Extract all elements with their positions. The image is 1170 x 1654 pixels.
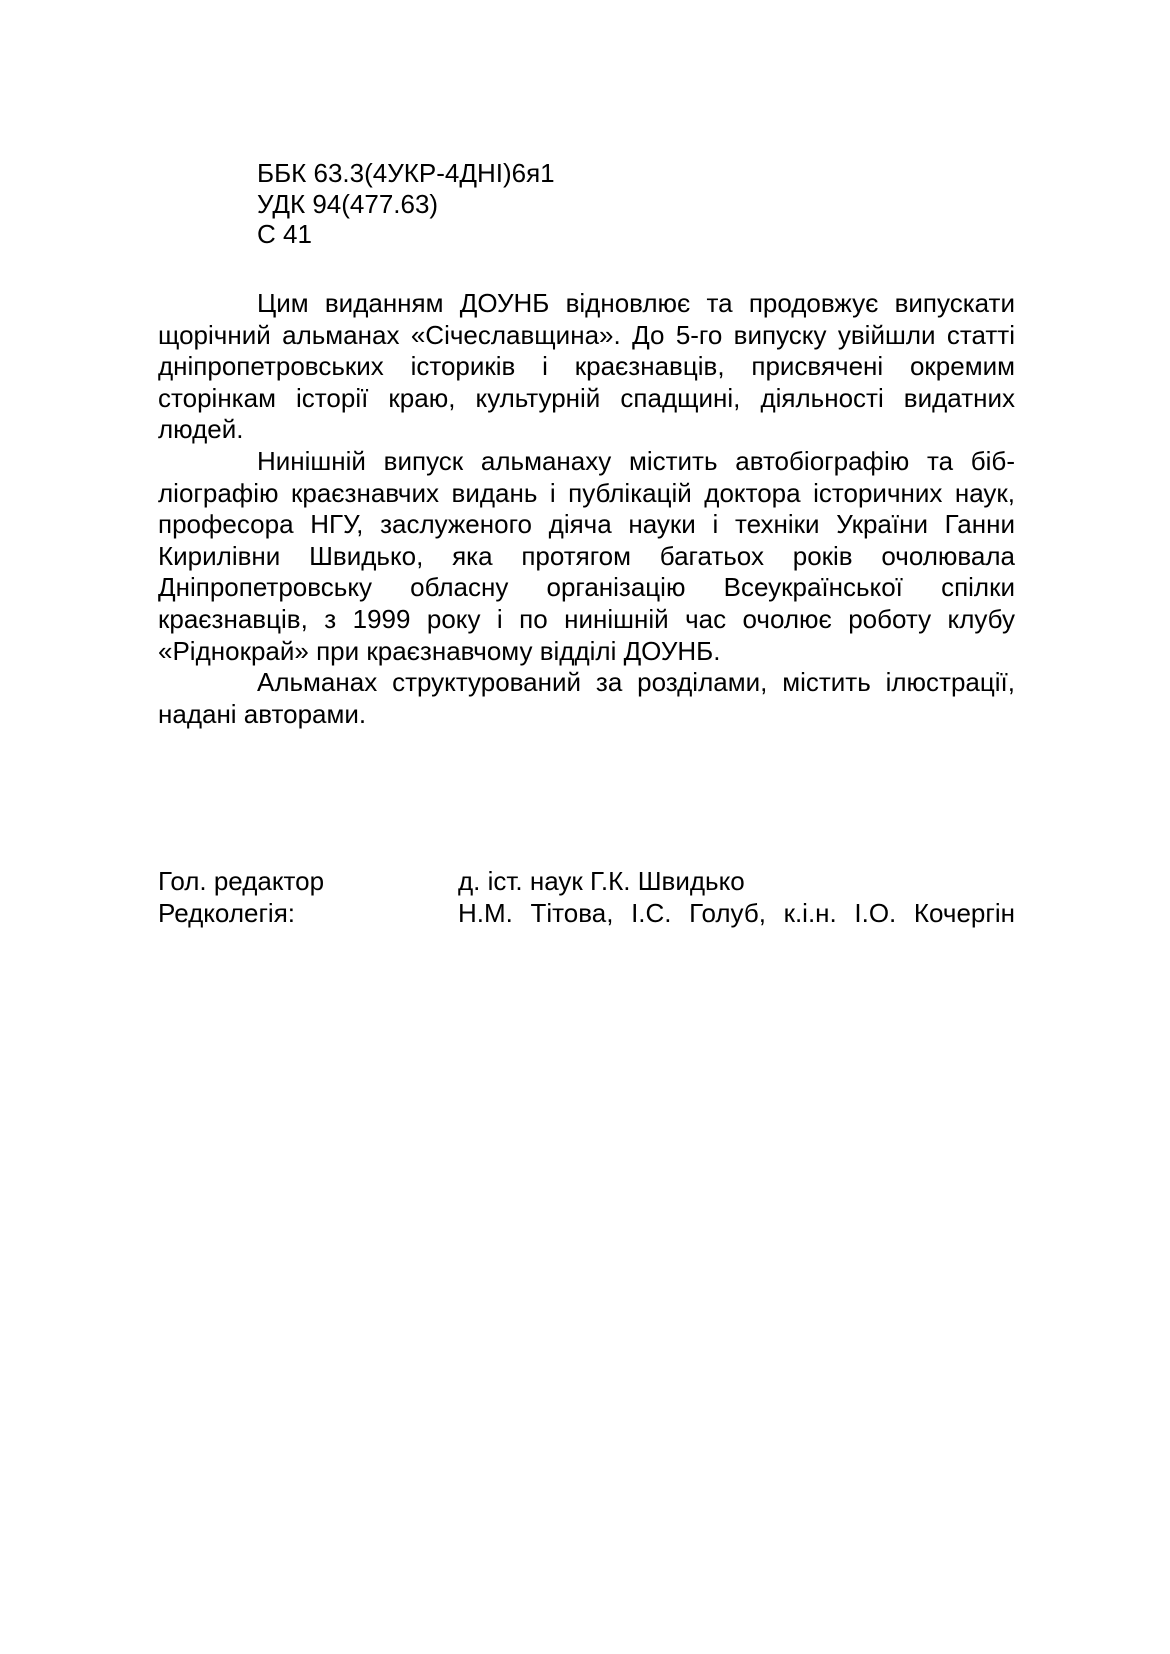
udk-code: УДК 94(477.63): [257, 188, 439, 219]
classification-codes: [257, 158, 555, 250]
credit-value: Н.М. Тітова, І.С. Голуб, к.і.н. І.О. Кочергін: [458, 898, 1015, 928]
credit-value: д. іст. наук Г.К. Швидько: [458, 866, 745, 896]
credit-label: Гол. редактор: [158, 866, 325, 896]
author-mark: С 41: [257, 219, 312, 249]
editorial-credits: [158, 865, 1015, 929]
paragraph: Цим виданням ДОУНБ відновлює та продовжує випускати щорічний альманах «Січеславщина». До 5-го випуску увійшли статті дніпропетровських істориків і краєзнавців, присвячені окремим сторінкам історії краю, культурній спадщині, діяльності видатних людей.: [158, 288, 1015, 445]
credit-row-editor: [158, 865, 1015, 897]
credit-row-board: [158, 897, 1015, 929]
paragraph: Нинішній випуск альманаху містить автобіографію та бібліографію краєзнавчих видань і публікацій доктора історичних наук, професора НГУ, заслуженого діяча науки і техніки України Ганни Кирилівни Швидько, яка протягом багатьох років очолювала Дніпропетровську обласну організацію Всеукраїнської спілки краєзнавців, з 1999 року і по нинішній час очолює роботу клубу «Ріднокрай» при краєзнавчому відділі ДОУНБ.: [158, 445, 1015, 666]
paragraph: Альманах структурований за розділами, містить ілюстрації, надані авторами.: [158, 667, 1015, 729]
bbk-code: ББК 63.3(4УКР-4ДНІ)6я1: [257, 158, 555, 188]
credit-label: Редколегія:: [158, 898, 296, 928]
annotation-text: [158, 288, 1015, 730]
